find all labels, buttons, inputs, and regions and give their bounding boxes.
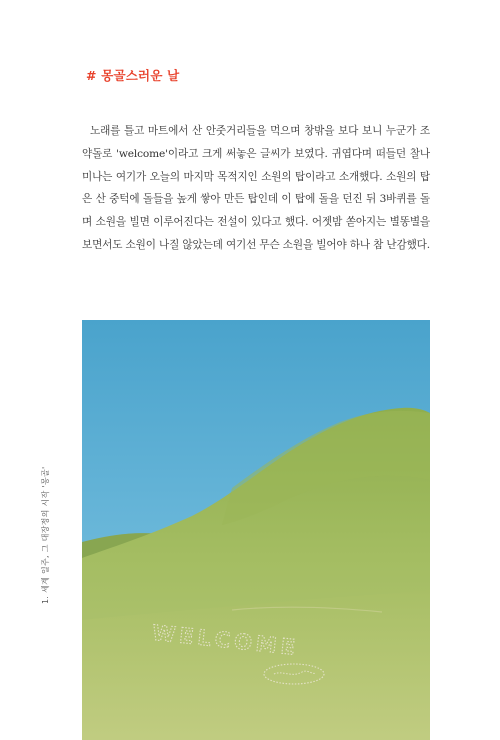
section-heading: # 몽골스러운 날 — [86, 68, 180, 83]
body-paragraph: 노래를 틀고 마트에서 산 안줏거리들을 먹으며 창밖을 보다 보니 누군가 조약돌로 'welcome'이라고 크게 써놓은 글씨가 보였다. 귀엽다며 떠들던 찰나 미나는 여기가 오늘의 마지막 목적지인 소원의 탑이라고 소개했다. 소원의 탑은 산 중턱에 돌들을 높게 쌓아 만든 탑인데 이 탑에 돌을 던진 뒤 3바퀴를 돌며 소원을 빌면 이루어진다는 전설이 있다고 했다. 어젯밤 쏟아지는 별똥별을 보면서도 소원이 나질 않았는데 여기선 무슨 소원을 빌어야 하나 참 난감했다. — [82, 125, 430, 251]
photo-mongolia-hill — [82, 320, 430, 740]
running-head-vertical: 1. 세계 일주, 그 대장정의 시작 '몽골' — [41, 466, 50, 604]
hill-photo-graphic — [82, 320, 430, 740]
stone-welcome-text: WELCOME — [151, 620, 301, 660]
